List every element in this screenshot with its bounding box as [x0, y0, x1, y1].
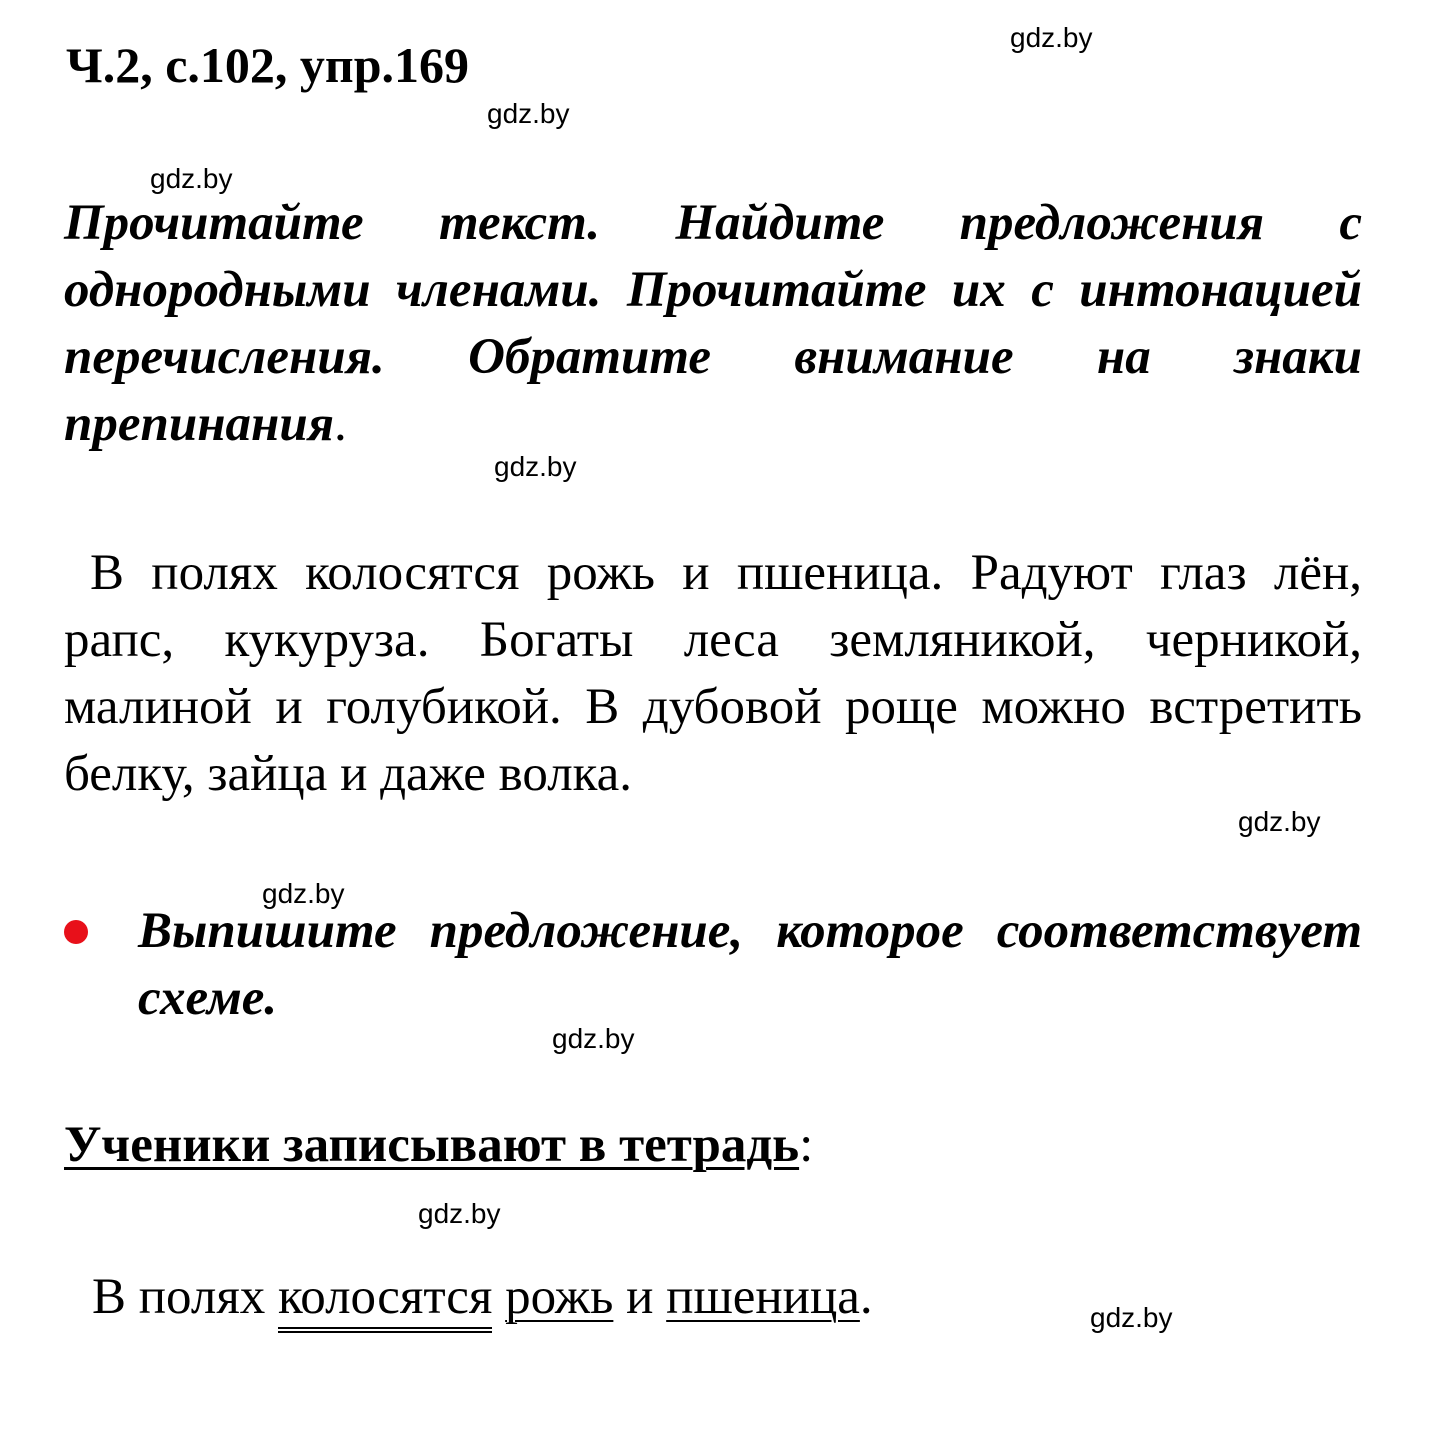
subtask-instruction: Выпишите предложение, которое соответствует схеме.: [138, 903, 1362, 1026]
watermark: gdz.by: [552, 1023, 635, 1054]
answer-sentence: [92, 1264, 873, 1331]
task-instruction: [64, 190, 1362, 458]
watermark: gdz.by: [262, 878, 345, 909]
watermark: gdz.by: [494, 451, 577, 482]
answer-heading-text: Ученики записывают в тетрадь: [64, 1117, 800, 1173]
answer-conjunction: и: [613, 1269, 667, 1325]
watermark: gdz.by: [1090, 1302, 1173, 1333]
reading-passage: В полях колосятся рожь и пшеница. Радуют глаз лён, рапс, кукуруза. Богаты леса земляникой, черникой, малиной и голубикой. В дубовой роще можно встретить белку, зайца и даже волка.: [64, 545, 1362, 802]
answer-lead: В полях: [92, 1269, 279, 1325]
task-instruction-text: Прочитайте текст. Найдите предложения с однородными членами. Прочитайте их с интонацией перечисления. Обратите внимание на знаки препинания: [64, 195, 1362, 452]
answer-subject-1: рожь: [505, 1269, 614, 1325]
answer-subject-2: пшеница: [666, 1269, 860, 1325]
bullet-icon: [64, 920, 88, 944]
watermark: gdz.by: [1238, 806, 1321, 837]
watermark: gdz.by: [1010, 22, 1093, 53]
answer-space: [492, 1269, 505, 1325]
answer-heading-suffix: :: [799, 1117, 814, 1173]
watermark: gdz.by: [150, 163, 233, 194]
task-end-mark: .: [334, 396, 347, 452]
answer-heading: [64, 1112, 813, 1179]
page-title: Ч.2, с.102, упр.169: [66, 37, 470, 93]
watermark: gdz.by: [487, 98, 570, 129]
answer-end: .: [859, 1269, 873, 1325]
watermark: gdz.by: [418, 1198, 501, 1229]
answer-predicate: колосятся: [278, 1269, 492, 1333]
